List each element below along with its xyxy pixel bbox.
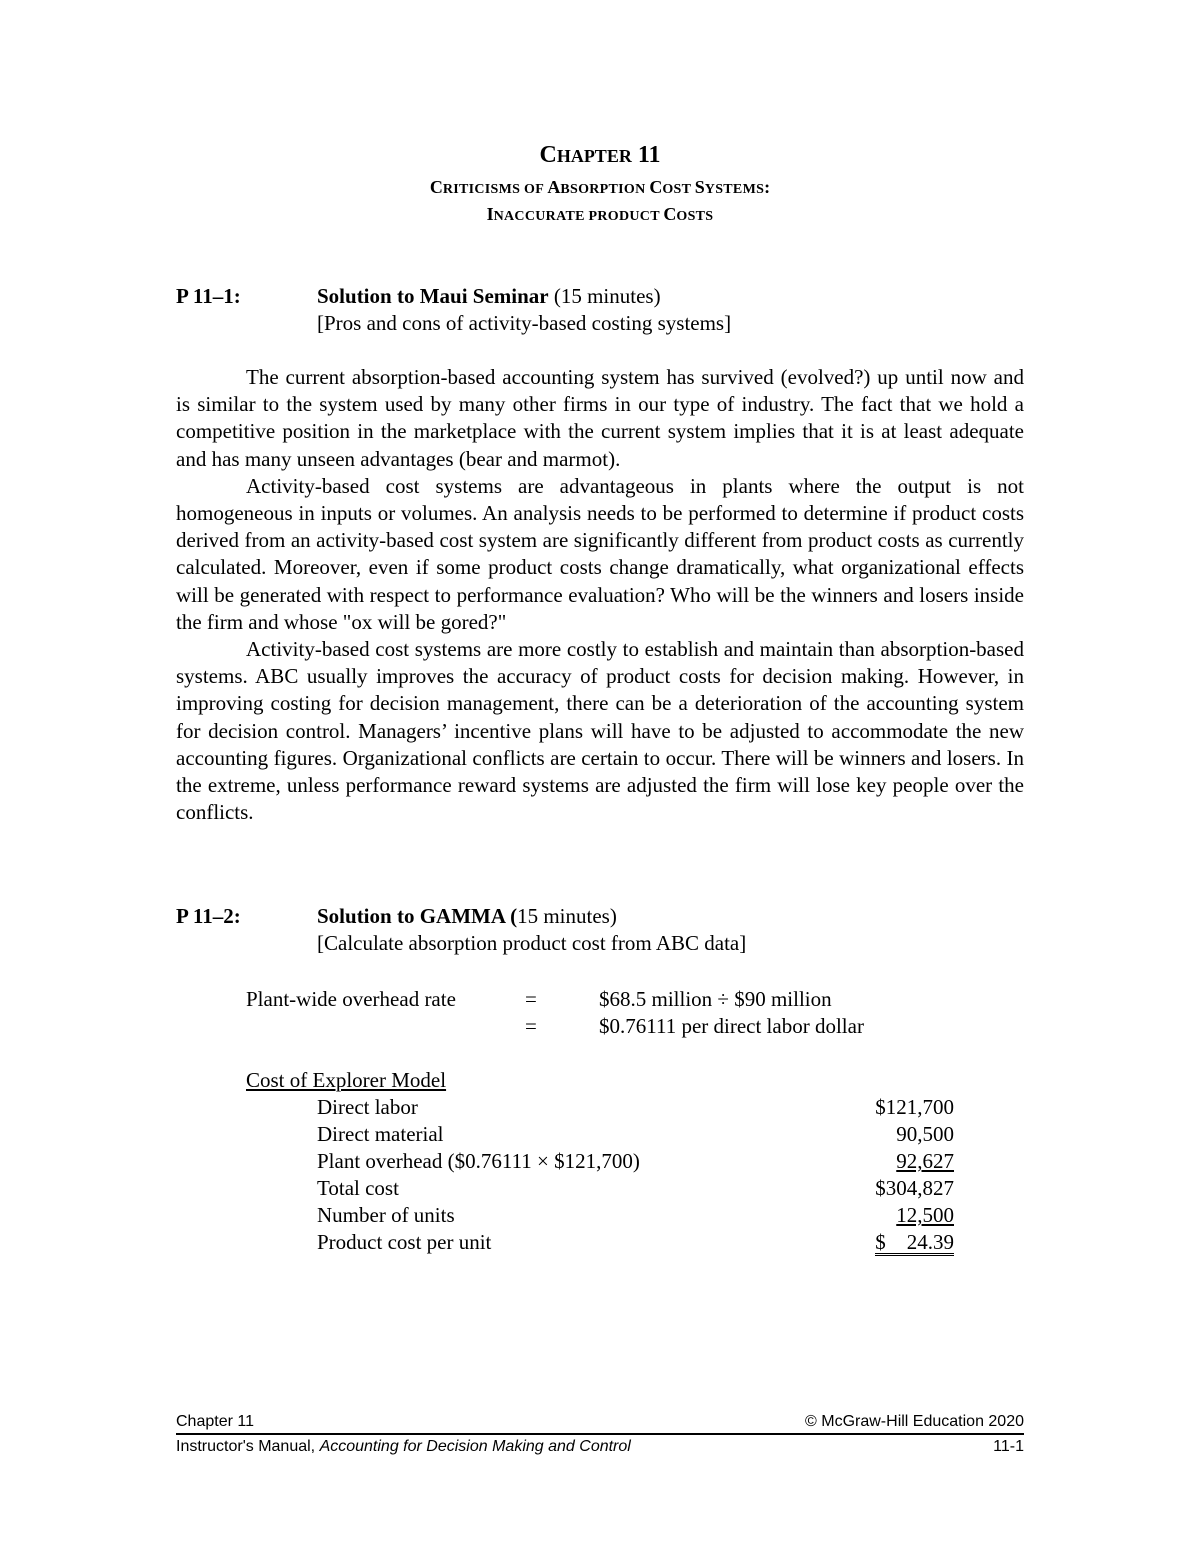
cost-row-value: 12,500	[896, 1203, 954, 1227]
cost-row-value: $304,827	[875, 1176, 954, 1200]
equals-sign: =	[525, 1014, 537, 1038]
paragraph: Activity-based cost systems are advantageous in plants where the output is not homogeneous in inputs or volumes. An analysis needs to be performed to determine if product costs derived from an activity-based cost system are significantly different from product costs as currently calculated. Moreover, even if some product costs change dramatically, what organizational effects will be generated with respect to performance evaluation? Who will be the winners and losers inside the firm and whose "ox will be gored?"	[176, 473, 1024, 634]
paragraph: Activity-based cost systems are more costly to establish and maintain than absorption-based systems. ABC usually improves the accuracy of product costs for decision making. However, in improving costing for decision management, there can be a deterioration of the accounting system for decision control. Managers’ incentive plans will have to be adjusted to accommodate the new accounting figures. Organizational conflicts are certain to occur. There will be winners and losers. In the extreme, unless performance reward systems are adjusted the firm will lose key people over the conflicts.	[176, 637, 1024, 825]
cost-row-value: 90,500	[896, 1122, 954, 1146]
chapter-subtitle-line-2: INACCURATE PRODUCT COSTS	[486, 204, 714, 224]
cost-row-label: Direct material	[317, 1122, 444, 1146]
cost-row-value: $ 24.39	[875, 1230, 954, 1254]
cost-row-value: $121,700	[875, 1095, 954, 1119]
chapter-subtitle-line-1: CRITICISMS OF ABSORPTION COST SYSTEMS:	[429, 177, 771, 197]
problem-subtitle: [Pros and cons of activity-based costing systems]	[317, 311, 732, 335]
cost-table-title: Cost of Explorer Model	[246, 1068, 447, 1092]
footer-top-row	[176, 1413, 1024, 1435]
overhead-rate-label: Plant-wide overhead rate	[246, 987, 456, 1011]
problem-label: P 11–1:	[176, 284, 241, 308]
problem-title: Solution to Maui Seminar (15 minutes)	[317, 284, 661, 308]
cost-row-label: Direct labor	[317, 1095, 418, 1119]
overhead-rate-expression: $68.5 million ÷ $90 million	[599, 987, 832, 1011]
footer-page-number: 11-1	[993, 1438, 1024, 1455]
paragraph: The current absorption-based accounting system has survived (evolved?) up until now and is similar to the system used by many other firms in our type of industry. The fact that we hold a competitive position in the marketplace with the current system implies that it is at least adequate and has many unseen advantages (bear and marmot).	[176, 365, 1024, 471]
problem-title: Solution to GAMMA (15 minutes)	[317, 904, 617, 928]
footer-bottom-row	[176, 1438, 1024, 1458]
cost-row-label: Number of units	[317, 1203, 455, 1227]
problem-subtitle: [Calculate absorption product cost from ABC data]	[317, 931, 747, 955]
problem-label: P 11–2:	[176, 904, 241, 928]
overhead-rate-result: $0.76111 per direct labor dollar	[599, 1014, 864, 1038]
footer-manual: Instructor's Manual, Accounting for Decision Making and Control	[176, 1438, 631, 1455]
cost-row-label: Plant overhead ($0.76111 × $121,700)	[317, 1149, 640, 1173]
footer-chapter: Chapter 11	[176, 1413, 254, 1430]
equals-sign: =	[525, 987, 537, 1011]
chapter-heading: CHAPTER 11	[539, 142, 661, 168]
cost-row-label: Product cost per unit	[317, 1230, 492, 1254]
problem-1-solution-text	[176, 364, 1024, 826]
footer-copyright: © McGraw-Hill Education 2020	[805, 1413, 1024, 1430]
cost-row-value: 92,627	[896, 1149, 954, 1173]
cost-row-label: Total cost	[317, 1176, 399, 1200]
